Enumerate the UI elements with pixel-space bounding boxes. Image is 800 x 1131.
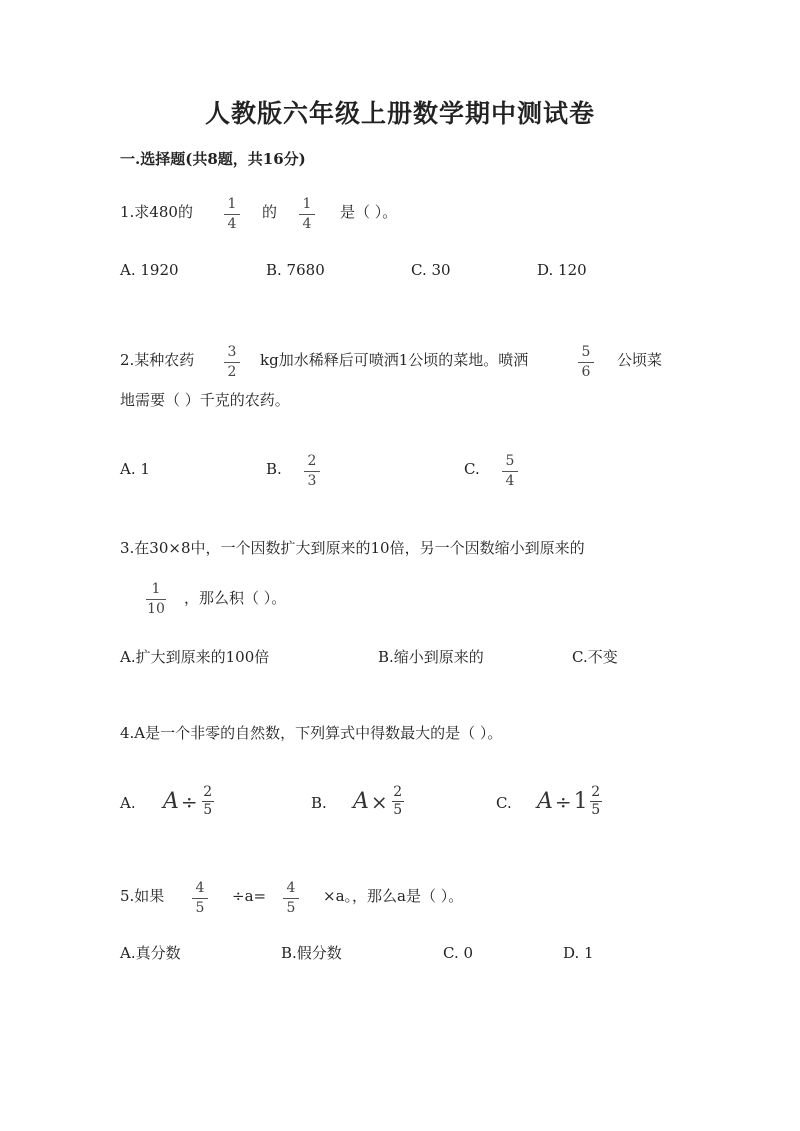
q4-option-c-expression [537, 785, 602, 818]
q5-fraction-2 [278, 880, 304, 917]
q4-option-a-fraction [202, 785, 214, 818]
q1-fraction-1 [219, 196, 245, 233]
q5-fraction-2-denominator: 5 [286, 900, 296, 916]
q5-fraction-1 [187, 880, 213, 917]
q3-option-c: C.不变 [572, 648, 618, 666]
q4-option-a-variable: A [163, 789, 179, 814]
q5-fraction-1-denominator: 5 [195, 900, 205, 916]
q2-text-line2: 地需要（ ）千克的农药。 [120, 391, 290, 409]
q4-option-b-variable: A [353, 789, 369, 814]
q4-option-a-expression [163, 785, 214, 818]
q2-fraction-2-denominator: 6 [581, 364, 591, 380]
q3-text-line1: 3.在30×8中，一个因数扩大到原来的10倍，另一个因数缩小到原来的 [120, 539, 585, 557]
q1-option-c: C. 30 [411, 261, 451, 279]
q5-option-c: C. 0 [443, 944, 474, 962]
q4-option-b-label: B. [311, 794, 327, 812]
q1-fraction-2-denominator: 4 [302, 216, 312, 232]
q5-option-b: B.假分数 [281, 944, 342, 962]
q1-option-d: D. 120 [537, 261, 587, 279]
q3-fraction [141, 581, 171, 618]
q2-fraction-1-denominator: 2 [227, 364, 237, 380]
q2-fraction-1 [219, 344, 245, 381]
q2-option-c-numerator: 5 [505, 453, 515, 469]
q1-fraction-2-numerator: 1 [302, 196, 312, 212]
q4-option-b-expression [353, 785, 404, 818]
q2-fraction-1-numerator: 3 [227, 344, 237, 360]
q5-option-d: D. 1 [563, 944, 594, 962]
q2-fraction-2-numerator: 5 [581, 344, 591, 360]
q2-option-a: A. 1 [120, 460, 150, 478]
q4-option-b-fraction [392, 785, 404, 818]
q2-text-post: 公顷菜 [617, 351, 663, 369]
q1-fraction-1-denominator: 4 [227, 216, 237, 232]
q4-option-a-numerator: 2 [203, 784, 213, 800]
q4-option-a-operator: ÷ [180, 789, 198, 814]
q2-fraction-2 [573, 344, 599, 381]
q4-option-a-label: A. [120, 794, 136, 812]
q1-fraction-1-numerator: 1 [227, 196, 237, 212]
q3-option-a: A.扩大到原来的100倍 [120, 648, 270, 666]
q2-option-b-numerator: 2 [307, 453, 317, 469]
q5-text-mid: ÷a= [232, 887, 267, 905]
q4-option-c-label: C. [496, 794, 512, 812]
q4-option-c-numerator: 2 [591, 784, 601, 800]
q2-text-pre: 2.某种农药 [120, 351, 195, 369]
q4-option-a-denominator: 5 [203, 802, 213, 818]
q3-option-b: B.缩小到原来的 [378, 648, 484, 666]
q5-option-a: A.真分数 [120, 944, 181, 962]
q1-option-a: A. 1920 [120, 261, 179, 279]
q3-fraction-denominator: 10 [147, 601, 165, 617]
q4-text: 4.A是一个非零的自然数，下列算式中得数最大的是（ ）。 [120, 724, 503, 742]
q1-text-post: 是（ ）。 [340, 203, 398, 221]
q2-option-b-fraction [299, 453, 325, 490]
q3-text-post: ，那么积（ ）。 [184, 589, 287, 607]
q4-option-c-whole: 1 [573, 789, 588, 814]
q2-option-c-denominator: 4 [505, 473, 515, 489]
section-heading: 一.选择题(共8题，共16分) [120, 150, 306, 168]
q4-option-c-variable: A [537, 789, 553, 814]
q4-option-b-denominator: 5 [393, 802, 403, 818]
page-title: 人教版六年级上册数学期中测试卷 [204, 99, 595, 128]
q4-option-c-operator: ÷ [554, 789, 572, 814]
q4-option-c-denominator: 5 [591, 802, 601, 818]
q5-text-pre: 5.如果 [120, 887, 165, 905]
q1-option-b: B. 7680 [266, 261, 325, 279]
q1-fraction-2 [294, 196, 320, 233]
q4-option-b-operator: × [370, 789, 388, 814]
q4-option-b-numerator: 2 [393, 784, 403, 800]
q2-option-b-denominator: 3 [307, 473, 317, 489]
q2-option-c-fraction [497, 453, 523, 490]
q2-option-c-label: C. [464, 460, 480, 478]
q5-fraction-2-numerator: 4 [286, 880, 296, 896]
q3-fraction-numerator: 1 [151, 581, 161, 597]
q1-text-mid: 的 [262, 203, 278, 221]
q2-option-b-label: B. [266, 460, 282, 478]
q5-text-post: ×a。，那么a是（ ）。 [323, 887, 464, 905]
q5-fraction-1-numerator: 4 [195, 880, 205, 896]
q2-text-mid: kg加水稀释后可喷洒1公顷的菜地。喷洒 [260, 351, 529, 369]
q1-text-pre: 1.求480的 [120, 203, 193, 221]
q4-option-c-fraction [590, 785, 602, 818]
